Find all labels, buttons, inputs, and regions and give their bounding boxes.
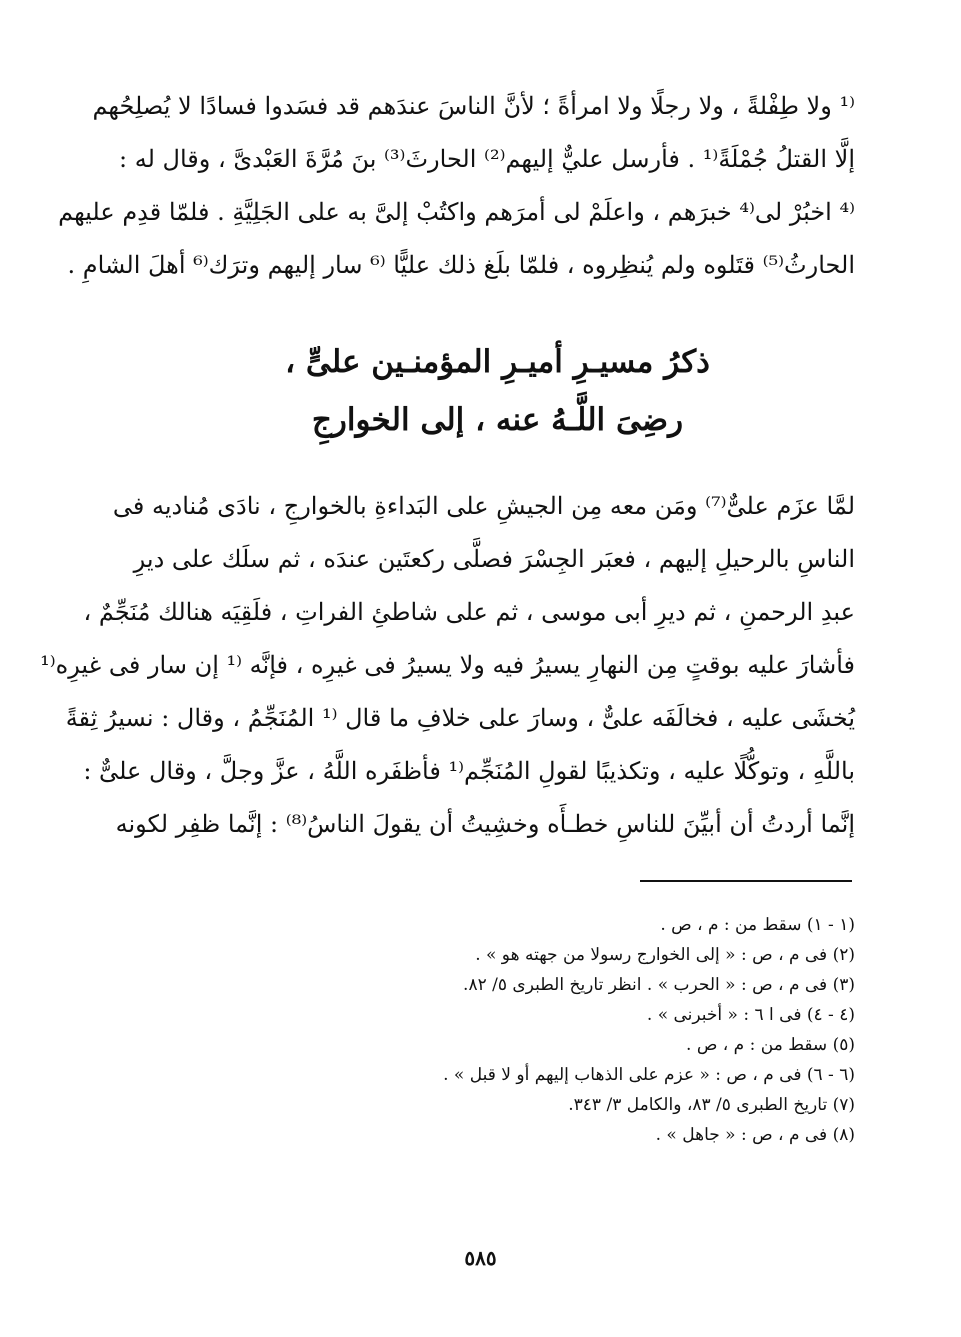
footnote: (٢) فى م ، ص : « إلى الخوارج رسولا من جهته هو » . [475,945,855,965]
text-line: عبدِ الرحمنِ ، ثم ديرِ أبى موسى ، ثم على شاطئِ الفراتِ ، فلَقِيَه هنالك مُنَجِّمٌ ، [83,598,855,626]
text-line: باللَّهِ ، وتوكُّلًا عليه ، وتكذيبًا لقولِ المُنَجِّم⁽¹ فأظفَره اللَّهُ ، عزَّ وجلَّ ، وقال علىٌّ : [83,757,855,785]
footnote: (٧) تاريخ الطبرى ٥/ ٨٣، والكامل ٣/ ٣٤٣. [568,1095,855,1115]
text-line: ⁽¹ ولا طِفْلةً ، ولا رجلًا ولا امرأةً ؛ لأنَّ الناسَ عندَهم قد فسَدوا فسادًا لا يُصلِحُهم [92,92,855,120]
text-line: إنَّما أردتُ أن أبيِّنَ للناسِ خطـأَه وخشِيتُ أن يقولَ الناسُ⁽⁸⁾ : إنَّما ظفِر لكونه [115,810,855,838]
footnote: (٤ - ٤) فى ا ٦ : « أخبرنى » . [646,1005,855,1025]
text-line: يُخشَى عليه ، فخالَفَه علىٌّ ، وسارَ على خلافِ ما قال ⁽¹ المُنَجِّمُ ، وقال : نسيرُ ثِقةً [65,704,855,732]
text-line: إلَّا القتلُ جُمْلَةً⁽¹ . فأرسل عليٌّ إليهم⁽²⁾ الحارثَ⁽³⁾ بنَ مُرَّةَ العَبْدىَّ ، وقال له : [118,145,855,173]
text-line: ⁽⁴ اخبُرْ لى⁽⁴ خبرَهم ، واعلَمْ لى أمرَهم واكتُبْ إلىَّ به على الجَلِيَّةِ . فلمّا قدِم عليهم [58,198,855,226]
text-line: الناسِ بالرحيلِ إليهم ، فعبَر الجِسْرَ فصلَّى ركعتَين عندَه ، ثم سلَك على ديرِ [133,545,855,573]
text-line: فأشارَ عليه بوقتٍ مِن النهارِ يسيرُ فيه ولا يسيرُ فى غيرِه ، فإنَّه ⁽¹ إن سار فى غيرِه⁽¹ [40,651,855,679]
text-line: الحارثُ⁽⁵⁾ قتَلوه ولم يُنظِروه ، فلمّا بلَغ ذلك عليًّا ⁽⁶ سار إليهم وترَك⁽⁶ أهلَ الشامِ . [67,251,855,279]
footnote: (٦ - ٦) فى م ، ص : « عزم على الذهاب إليهم أو لا قبل » . [443,1065,855,1085]
section-heading-line-1: ذكرُ مسيـرِ أميـرِ المؤمنـين علىٍّ ، [285,344,710,380]
main-paragraph [40,480,855,851]
footnotes [140,910,855,1150]
top-paragraph [58,80,855,292]
footnote: (٨) فى م ، ص : « جاهل » . [655,1125,855,1145]
footnote: (٥) سقط من : م ، ص . [686,1035,855,1055]
footnote-divider [640,880,852,882]
text-line: لمَّا عزَم علىٌّ⁽⁷⁾ ومَن معه مِن الجيشِ على البَداءةِ بالخوارجِ ، نادَى مُناديه فى [112,492,855,520]
footnote: (١ - ١) سقط من : م ، ص . [660,915,855,935]
footnote: (٣) فى م ، ص : « الحرب » . انظر تاريخ الطبرى ٥/ ٨٢. [463,975,855,995]
page-number: ٥٨٥ [464,1246,497,1270]
section-heading-line-2: رضِىَ اللَّـهُ عنه ، إلى الخوارجِ [311,402,684,438]
